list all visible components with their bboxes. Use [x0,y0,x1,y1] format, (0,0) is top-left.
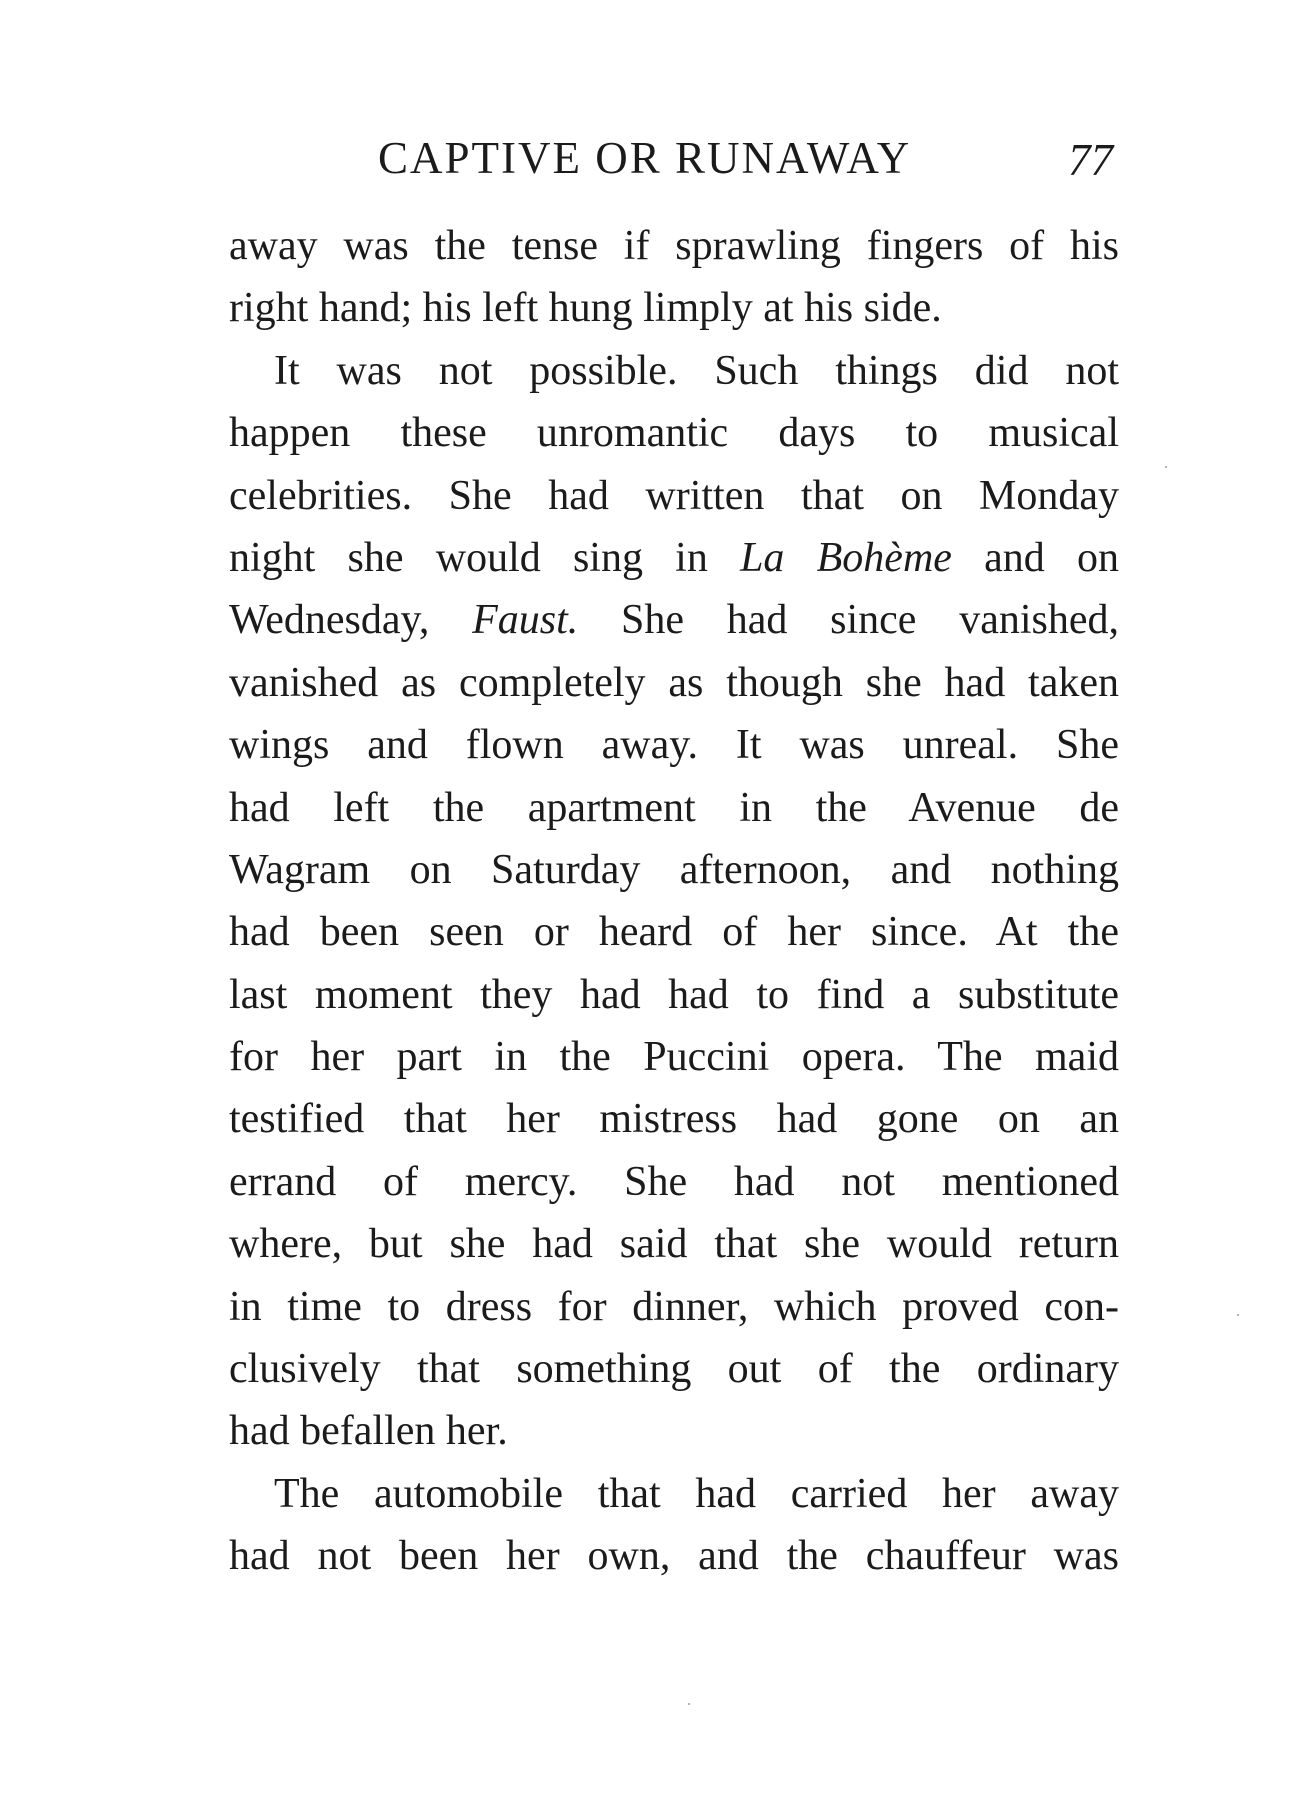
text-line: last moment they had had to find a substitute [229,971,1119,1018]
text-line: wings and flown away. It was unreal. She [229,722,1119,769]
text-line: vanished as completely as though she had taken [229,659,1119,706]
opera-title-italic: La Bohème [740,534,952,581]
text-segment: Wednesday, [229,597,430,644]
text-line: testified that her mistress had gone on an [229,1096,1119,1143]
text-line: for her part in the Puccini opera. The maid [229,1034,1119,1081]
paragraph-start-line: It was not possible. Such things did not [274,347,1119,394]
text-line [229,589,1119,651]
text-line: clusively that something out of the ordinary [229,1346,1119,1393]
text-segment: She had since vanished, [621,597,1119,644]
text-segment: and on [984,534,1119,581]
text-line: right hand; his left hung limply at his side. [229,285,942,332]
text-segment: night she would sing in [229,534,708,581]
body-text [229,215,1119,1588]
text-line: in time to dress for dinner, which proved con- [229,1283,1119,1330]
text-line: had left the apartment in the Avenue de [229,784,1119,831]
opera-title-italic: Faust. [472,597,579,644]
paragraph-start-line: The automobile that had carried her away [274,1470,1119,1517]
text-line: happen these unromantic days to musical [229,410,1119,457]
text-line: celebrities. She had written that on Monday [229,472,1119,519]
text-line: errand of mercy. She had not mentioned [229,1158,1119,1205]
running-title: CAPTIVE OR RUNAWAY [378,133,912,183]
text-line: away was the tense if sprawling fingers of his [229,223,1119,269]
paper-speck [1165,466,1167,468]
text-line: had not been her own, and the chauffeur was [229,1533,1119,1580]
text-line: where, but she had said that she would return [229,1221,1119,1268]
text-line: had been seen or heard of her since. At the [229,909,1119,956]
paper-speck [1237,1314,1239,1316]
text-line: Wagram on Saturday afternoon, and nothing [229,846,1119,893]
text-line [229,527,1119,589]
page-number: 77 [1068,135,1113,185]
text-line: had befallen her. [229,1408,508,1455]
paper-speck [688,1703,690,1705]
running-head [0,128,1299,188]
